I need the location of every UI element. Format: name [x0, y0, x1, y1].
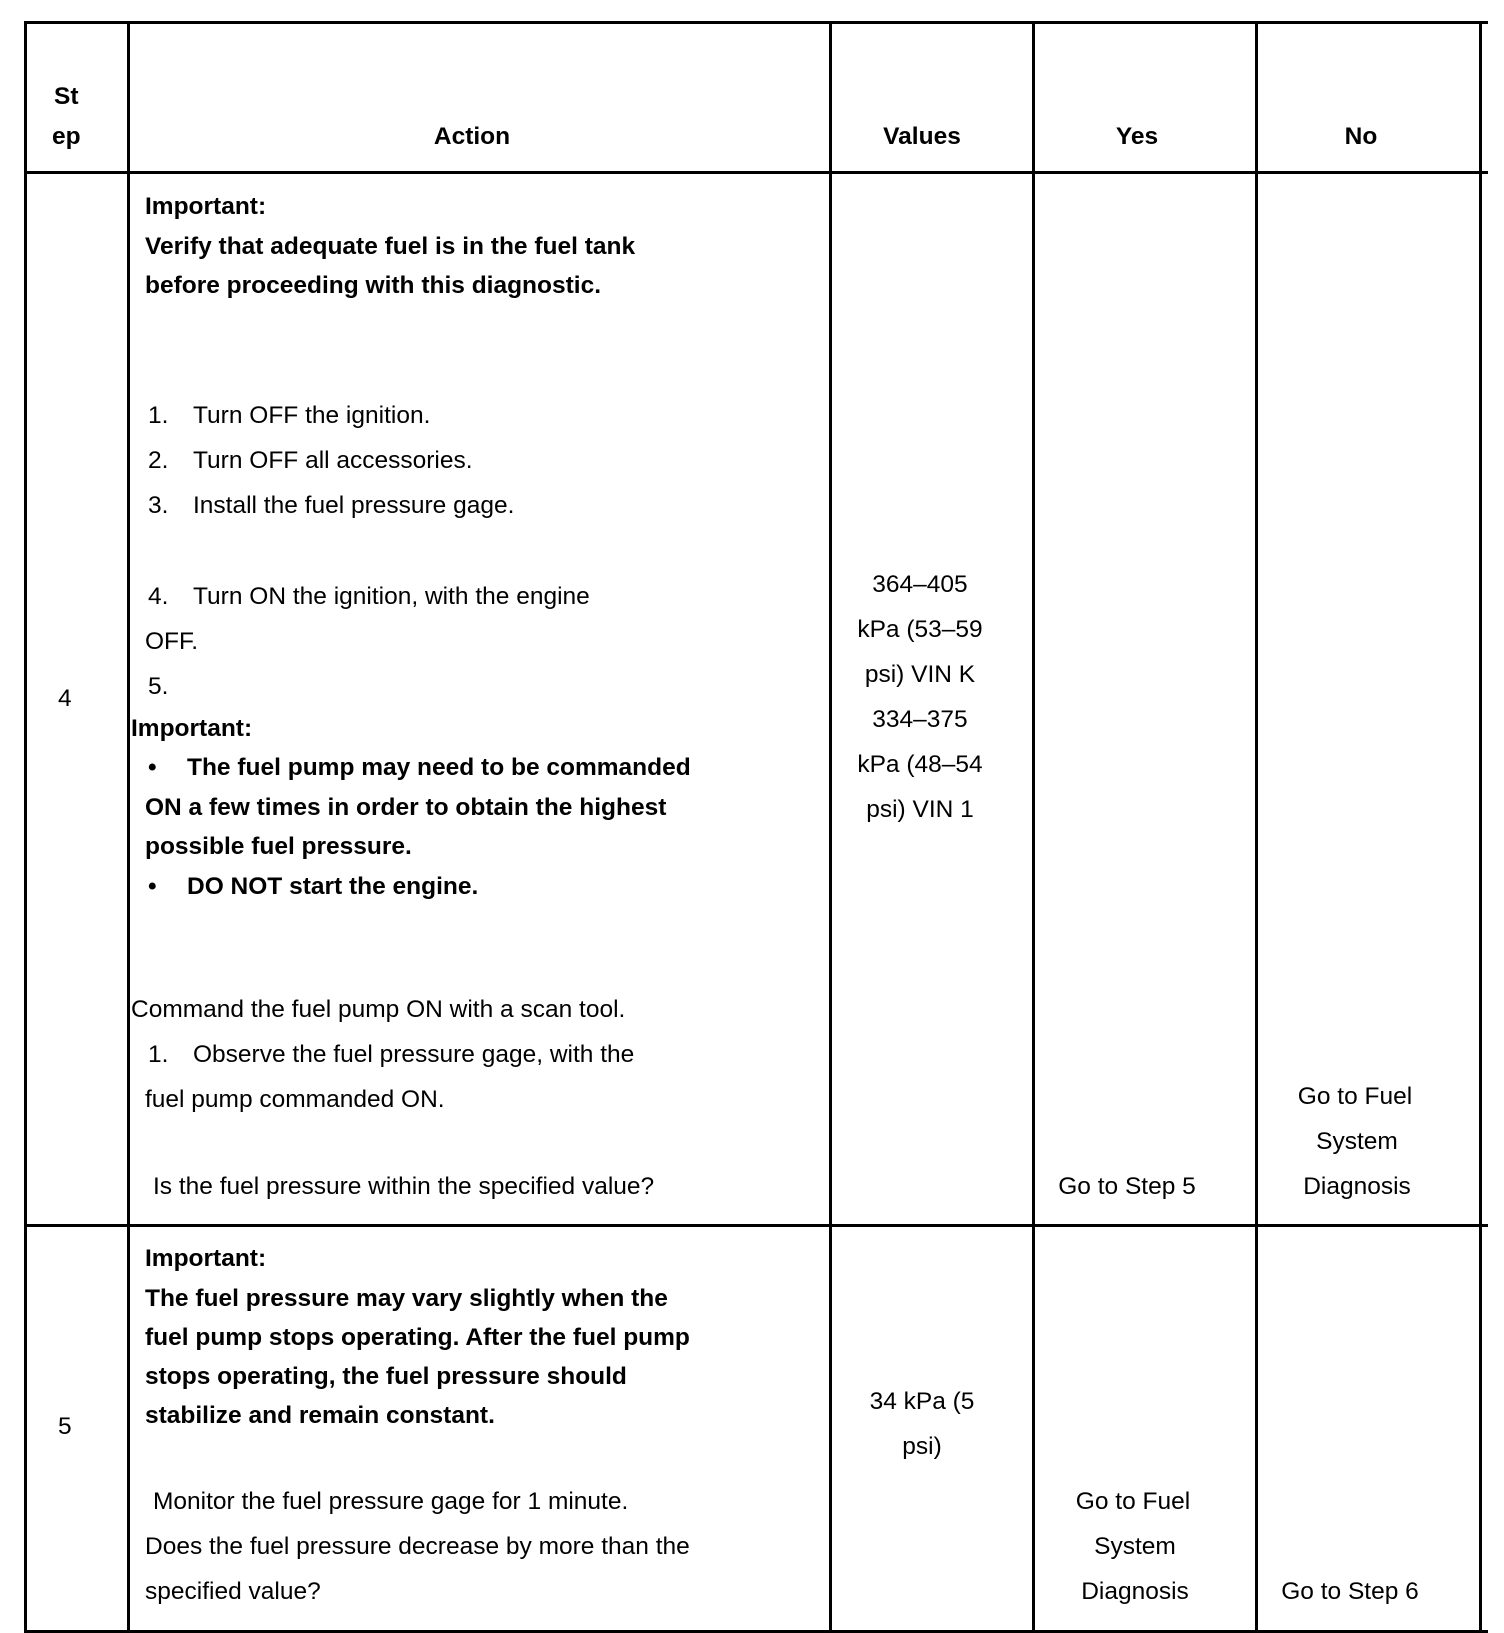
header-divider — [24, 171, 1488, 174]
list-item: Observe the fuel pressure gage, with the — [193, 1041, 635, 1068]
yes-link[interactable]: System — [1094, 1533, 1176, 1560]
important-text: The fuel pressure may vary slightly when the — [145, 1285, 668, 1312]
header-step-line1: St — [54, 83, 79, 110]
important-text: stops operating, the fuel pressure should — [145, 1363, 627, 1390]
header-no: No — [1344, 123, 1378, 150]
list-item: Turn ON the ignition, with the engine — [193, 583, 590, 610]
instruction-text: Monitor the fuel pressure gage for 1 minute. — [153, 1488, 629, 1515]
bullet-text: possible fuel pressure. — [145, 833, 412, 860]
step-number: 5 — [58, 1413, 72, 1440]
yes-link[interactable]: Go to Step 5 — [1058, 1173, 1196, 1200]
header-action: Action — [433, 123, 511, 150]
value-line: 334–375 — [872, 706, 968, 733]
header-yes: Yes — [1115, 123, 1159, 150]
value-line: 364–405 — [872, 571, 968, 598]
important-label: Important: — [145, 193, 267, 220]
question-text: Is the fuel pressure within the specified value? — [153, 1173, 655, 1200]
list-item: Turn OFF all accessories. — [193, 447, 473, 474]
yes-link[interactable]: Diagnosis — [1081, 1578, 1189, 1605]
no-link[interactable]: System — [1316, 1128, 1398, 1155]
important-label: Important: — [145, 1245, 267, 1272]
value-line: kPa (53–59 — [857, 616, 983, 643]
value-line: 34 kPa (5 — [869, 1388, 975, 1415]
list-item-continuation: fuel pump commanded ON. — [145, 1086, 445, 1113]
list-item: Turn OFF the ignition. — [193, 402, 431, 429]
col-divider-action — [829, 21, 832, 1633]
col-divider-yes — [1255, 21, 1258, 1633]
important-text: stabilize and remain constant. — [145, 1402, 495, 1429]
important-text: fuel pump stops operating. After the fuel pump — [145, 1324, 690, 1351]
no-link[interactable]: Go to Step 6 — [1281, 1578, 1419, 1605]
important-text: before proceeding with this diagnostic. — [145, 272, 602, 299]
bullet-text: DO NOT start the engine. — [187, 873, 479, 900]
header-values: Values — [883, 123, 961, 150]
value-line: kPa (48–54 — [857, 751, 983, 778]
question-text: specified value? — [145, 1578, 321, 1605]
command-text: Command the fuel pump ON with a scan tool. — [131, 996, 626, 1023]
bullet-text: The fuel pump may need to be commanded — [187, 754, 691, 781]
header-step-line2: ep — [52, 123, 81, 150]
list-item: Install the fuel pressure gage. — [193, 492, 515, 519]
bullet-text: ON a few times in order to obtain the highest — [145, 794, 667, 821]
step-number: 4 — [58, 685, 72, 712]
no-link[interactable]: Diagnosis — [1303, 1173, 1411, 1200]
no-link[interactable]: Go to Fuel — [1297, 1083, 1413, 1110]
list-number: 1. — [148, 402, 169, 429]
bullet-icon: • — [148, 754, 157, 781]
list-item-continuation: OFF. — [145, 628, 199, 655]
table-border-top — [24, 21, 1488, 24]
important-label: Important: — [131, 715, 253, 742]
list-number: 5. — [148, 673, 169, 700]
list-number: 1. — [148, 1041, 169, 1068]
list-number: 3. — [148, 492, 169, 519]
row-divider — [24, 1224, 1488, 1227]
list-number: 4. — [148, 583, 169, 610]
col-divider-values — [1032, 21, 1035, 1633]
question-text: Does the fuel pressure decrease by more than the — [145, 1533, 690, 1560]
bullet-icon: • — [148, 873, 157, 900]
yes-link[interactable]: Go to Fuel — [1075, 1488, 1191, 1515]
list-number: 2. — [148, 447, 169, 474]
important-text: Verify that adequate fuel is in the fuel tank — [145, 233, 636, 260]
value-line: psi) VIN 1 — [866, 796, 974, 823]
table-border-right — [1479, 21, 1482, 1633]
value-line: psi) VIN K — [864, 661, 976, 688]
col-divider-step — [127, 21, 130, 1633]
table-border-left — [24, 21, 27, 1633]
value-line: psi) — [902, 1433, 942, 1460]
